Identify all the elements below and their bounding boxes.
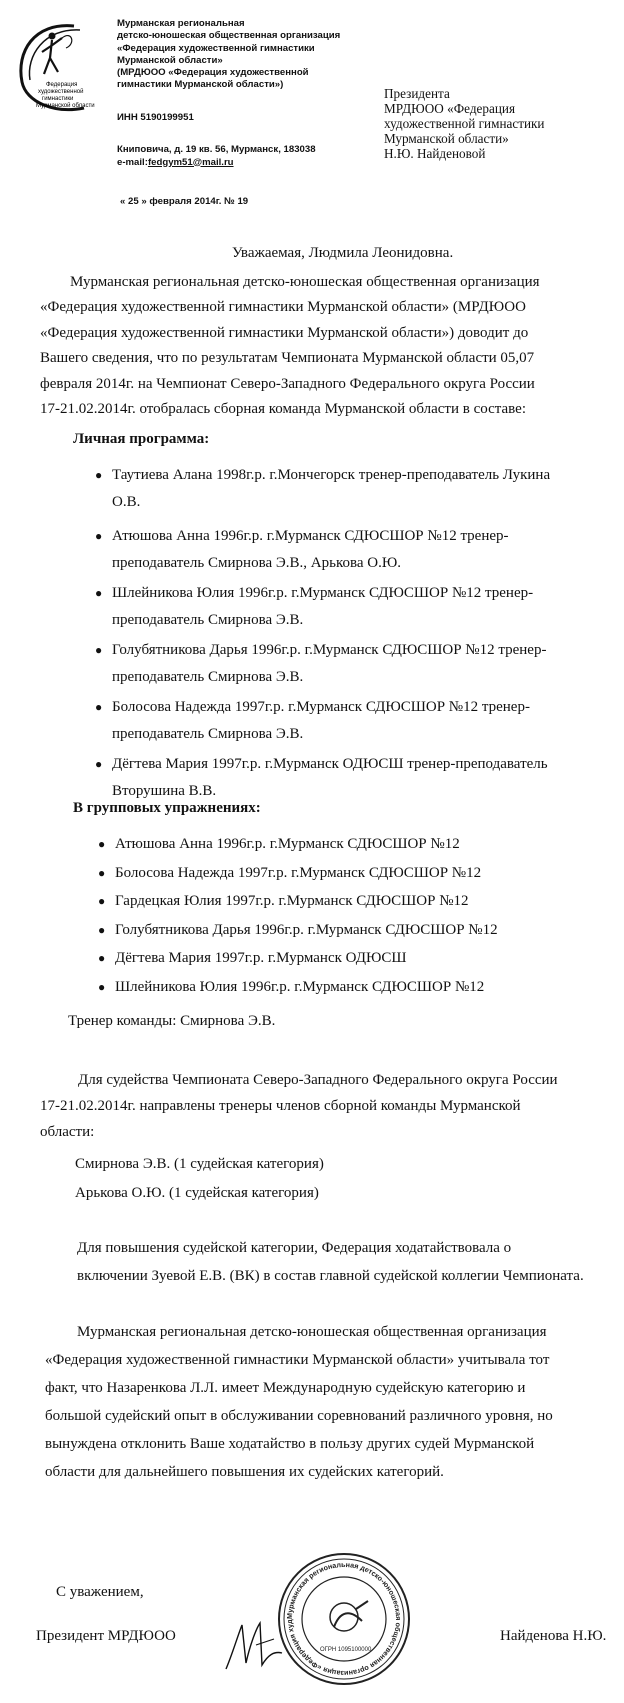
judges-list: [75, 1150, 324, 1208]
intro-paragraph: [40, 270, 540, 422]
bullet-icon: ●: [98, 894, 106, 909]
final-line: Мурманская региональная детско-юношеская общественная организация: [77, 1324, 547, 1340]
list-item-cont: преподаватель Смирнова Э.В.: [112, 669, 304, 685]
list-item: ● Атюшова Анна 1996г.р. г.Мурманск СДЮСШОР №12 тренер-: [112, 523, 550, 550]
bullet-icon: ●: [98, 922, 106, 937]
email-link[interactable]: fedgym51@mail.ru: [147, 156, 234, 168]
address: Книповича, д. 19 кв. 56, Мурманск, 183038: [117, 144, 316, 155]
bullet-icon: ●: [95, 529, 103, 543]
judge-entry: Арькова О.Ю. (1 судейская категория): [75, 1185, 319, 1201]
team-coach: Тренер команды: Смирнова Э.В.: [68, 1013, 276, 1029]
bullet-icon: ●: [95, 468, 103, 482]
list-item: ● Дёгтева Мария 1997г.р. г.Мурманск ОДЮСШ: [115, 944, 498, 973]
personal-program-heading: Личная программа:: [73, 431, 210, 447]
logo-text-4: Мурманской области: [36, 103, 95, 109]
intro-line: 17-21.02.2014г. отобралась сборная команда Мурманской области в составе:: [40, 401, 526, 418]
logo-text-3: гимнастики: [42, 96, 74, 102]
judge-entry: Смирнова Э.В. (1 судейская категория): [75, 1156, 324, 1172]
list-item: ● Гардецкая Юлия 1997г.р. г.Мурманск СДЮСШОР №12: [115, 887, 498, 916]
judges-line: 17-21.02.2014г. направлены тренеры членов сборной команды Мурманской: [40, 1098, 521, 1114]
intro-line: «Федерация художественной гимнастики Мурманской области») доводит до: [40, 324, 529, 341]
intro-line: «Федерация художественной гимнастики Мурманской области» (МРДЮОО: [40, 299, 526, 316]
organization-header: [117, 18, 357, 92]
list-item: ● Голубятникова Дарья 1996г.р. г.Мурманск СДЮСШОР №12: [115, 916, 498, 945]
recipient-line: Н.Ю. Найденовой: [384, 146, 486, 161]
org-line: Мурманская региональная: [117, 18, 245, 29]
list-item-cont: Вторушина В.В.: [112, 783, 217, 799]
closing-regards: С уважением,: [56, 1584, 144, 1600]
org-line: Мурманской области»: [117, 54, 223, 66]
org-line: гимнастики Мурманской области»): [117, 79, 284, 91]
list-item-cont: преподаватель Смирнова Э.В.: [112, 726, 304, 742]
signature: [222, 1615, 332, 1675]
list-item: ● Шлейникова Юлия 1996г.р. г.Мурманск СДЮСШОР №12 тренер-: [112, 580, 550, 607]
judges-paragraph: [40, 1067, 558, 1145]
bullet-icon: ●: [95, 757, 103, 771]
federation-logo: [14, 22, 100, 114]
bullet-icon: ●: [98, 979, 106, 994]
list-item: ● Шлейникова Юлия 1996г.р. г.Мурманск СДЮСШОР №12: [115, 973, 498, 1002]
intro-line: Мурманская региональная детско-юношеская общественная организация: [70, 274, 540, 290]
inn-number: ИНН 5190199951: [117, 112, 194, 123]
group-exercises-list: [98, 830, 498, 1002]
bullet-icon: ●: [95, 700, 103, 714]
outgoing-number: « 25 » февраля 2014г. № 19: [120, 196, 249, 207]
final-line: факт, что Назаренкова Л.Л. имеет Международную судейскую категорию и: [45, 1380, 526, 1396]
address-block: [117, 144, 316, 169]
intro-line: февраля 2014г. на Чемпионат Северо-Западного Федерального округа России: [40, 375, 535, 392]
judges-line: области:: [40, 1124, 95, 1140]
recipient-block: [384, 86, 545, 161]
list-item-cont: преподаватель Смирнова Э.В.: [112, 612, 304, 628]
org-line: детско-юношеская общественная организация: [117, 30, 341, 42]
list-item-cont: преподаватель Смирнова Э.В., Арькова О.Ю.: [112, 555, 402, 571]
list-item: ● Болосова Надежда 1997г.р. г.Мурманск СДЮСШОР №12: [115, 859, 498, 888]
list-item: ● Атюшова Анна 1996г.р. г.Мурманск СДЮСШОР №12: [115, 830, 498, 859]
recipient-line: МРДЮОО «Федерация: [384, 101, 516, 116]
personal-program-list: [95, 462, 551, 805]
bullet-icon: ●: [98, 951, 106, 966]
closing-title: Президент МРДЮОО: [36, 1628, 176, 1644]
list-item: ● Дёгтева Мария 1997г.р. г.Мурманск ОДЮСШ тренер-преподаватель: [112, 751, 550, 778]
final-line: вынуждена отклонить Ваше ходатайство в пользу других судей Мурманской: [45, 1436, 535, 1452]
list-item-cont: О.В.: [112, 494, 141, 510]
judges-line: Для судейства Чемпионата Северо-Западного Федерального округа России: [78, 1072, 558, 1088]
final-line: области для дальнейшего повышения их судейских категорий.: [45, 1464, 444, 1480]
svg-text:Мурманская региональная детско: Мурманская региональная детско-юношеская общественная организация «Федерация худ: [284, 1559, 404, 1679]
final-line: большой судейский опыт в обслуживании соревнований различного уровня, но: [45, 1408, 553, 1424]
org-line: (МРДЮОО «Федерация художественной: [117, 67, 309, 79]
final-line: «Федерация художественной гимнастики Мурманской области» учитывала тот: [45, 1352, 550, 1368]
final-paragraph: [45, 1318, 553, 1486]
recipient-line: Президента: [384, 86, 450, 101]
bullet-icon: ●: [95, 643, 103, 657]
intro-line: Вашего сведения, что по результатам Чемпионата Мурманской области 05,07: [40, 350, 535, 367]
category-paragraph: [77, 1234, 584, 1290]
list-item: ● Болосова Надежда 1997г.р. г.Мурманск СДЮСШОР №12 тренер-: [112, 694, 550, 721]
recipient-line: Мурманской области»: [384, 131, 509, 146]
bullet-icon: ●: [98, 837, 106, 851]
list-item: ● Таутиева Алана 1998г.р. г.Мончегорск тренер-преподаватель Лукина: [112, 462, 550, 489]
category-line: Для повышения судейской категории, Федерация ходатайствовала о: [77, 1240, 512, 1256]
org-line: «Федерация художественной гимнастики: [117, 42, 315, 54]
list-item: ● Голубятникова Дарья 1996г.р. г.Мурманск СДЮСШОР №12 тренер-: [112, 637, 550, 664]
closing-name: Найденова Н.Ю.: [500, 1628, 607, 1644]
bullet-icon: ●: [98, 865, 106, 880]
email-label: e-mail:: [117, 156, 148, 168]
category-line: включении Зуевой Е.В. (ВК) в состав главной судейской коллегии Чемпионата.: [77, 1268, 584, 1284]
logo-text-1: Федерация: [46, 82, 78, 88]
recipient-line: художественной гимнастики: [384, 116, 545, 131]
bullet-icon: ●: [95, 586, 103, 600]
logo-text-2: художественной: [38, 89, 84, 95]
salutation: Уважаемая, Людмила Леонидовна.: [232, 245, 454, 261]
group-exercises-heading: В групповых упражнениях:: [73, 800, 261, 816]
svg-text:ОГРН 1095100000: ОГРН 1095100000: [320, 1647, 372, 1653]
